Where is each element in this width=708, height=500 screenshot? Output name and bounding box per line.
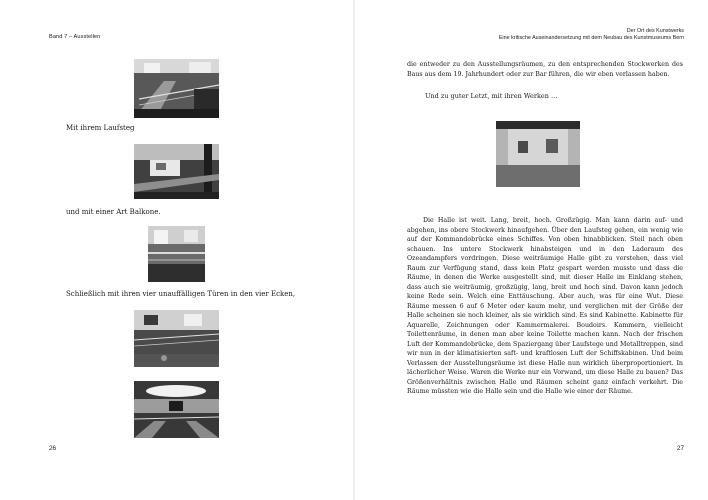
body-paragraph: Die Halle ist weit. Lang, breit, hoch. Großzügig. Man kann darin auf- und abgehen, ins obere Stockwerk hinaufgehen. Über den Laufsteg gehen, ein wenig wie auf der Kommandobrücke eines Schiffes. Von oben hinabblicken. Steil nach oben schauen. Ins untere Stockwerk hinabsteigen und in den Laderaum des Ozeandampfers vordringen. Diese weiträumige Halle gibt zu verstehen, dass viel Raum zur Verfügung stand, dass kein Platz gespart werden musste und dass die Räume, in denen die Werke ausgestellt sind, mit dieser Halle im Einklang stehen, dass auch sie weiträumig, großzügig, lang, breit und hoch sind. Davon kann jedoch keine Rede sein. Welch eine Enttäuschung. Aber auch, was für eine Wut. Diese Räume messen 6 auf 6 Meter oder kaum mehr, und verglichen mit der Größe der Halle scheinen sie noch kleiner, als sie wirklich sind. Es sind Kabinette. Kabinette für Aquarelle, Zeichnungen oder Kammermalerei. Boudoirs. Kammern, vielleicht Toilettenräume, in denen man aber keine Toilette machen kann. Nach der frischen Luft der Kommandobrücke, dem Spaziergang über Laufstege und Metalltreppen, sind wir nun in der klimatisierten saft- und kraftlosen Luft der Schiffskabinen. Und beim Verlassen der Ausstellungsräume ist diese Halle nun wirklich überproportioniert. In lächerlicher Weise. Waren die Werke nur ein Vorwand, um diese Halle zu bauen? Das Größenverhältnis zwischen Halle und Räumen scheint ganz einfach verkehrt. Die Räume müssten wie die Halle sein und die Halle wie einer der Räume.	[407, 217, 683, 395]
page-number-left: 26	[49, 445, 57, 452]
photo-balcony	[148, 226, 205, 282]
caption-balkone: und mit einer Art Balkone.	[66, 208, 161, 216]
running-head-left: Band 7 – Ausstellen	[49, 34, 101, 40]
running-head-subtitle: Eine kritische Auseinandersetzung mit dem Neubau des Kunstmuseums Bern	[498, 35, 684, 42]
book-gutter	[353, 0, 355, 500]
lead-line: Und zu guter Letzt, mit ihren Werken …	[425, 92, 558, 100]
intro-paragraph: die entweder zu den Ausstellungsräumen, zu den entsprechenden Stockwerken des Baus aus dem 19. Jahrhundert oder zur Bar führen, die wir eben verlassen haben.	[407, 61, 683, 78]
running-head-title: Der Ort des Kunstwerks	[626, 28, 684, 34]
photo-gallery-room	[496, 121, 580, 187]
caption-tueren: Schließlich mit ihren vier unauffälligen Türen in den vier Ecken,	[66, 290, 296, 298]
photo-hall-skylight	[134, 381, 219, 438]
photo-walkway	[134, 144, 219, 199]
photo-hall-floor	[134, 310, 219, 367]
page-number-right: 27	[676, 445, 684, 452]
running-head-right	[499, 28, 684, 42]
photo-hall-stairs	[134, 59, 219, 118]
caption-laufsteg: Mit ihrem Laufsteg	[66, 124, 135, 132]
